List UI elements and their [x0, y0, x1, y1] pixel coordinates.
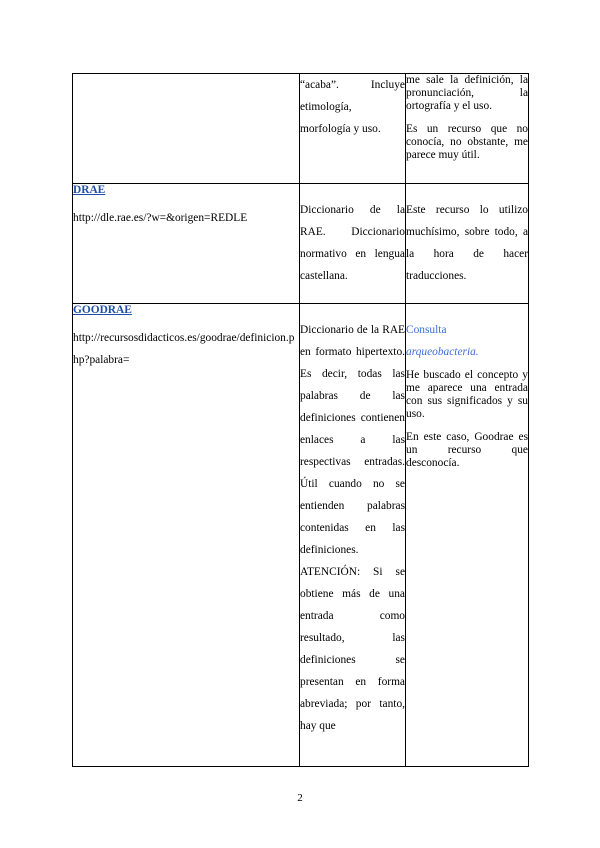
opinion-cell	[406, 184, 529, 304]
description-text: Diccionario de la RAE en formato hipertexto. Es decir, todas las palabras de las definiciones contienen enlaces a las respectivas entradas. Útil cuando no se entienden palabras contenidas en las definiciones. ATENCIÓN: Si se obtiene más de una entrada como resultado, las definiciones se presentan en forma abreviada; por tanto, hay que	[300, 324, 405, 732]
opinion-paragraph: En este caso, Goodrae es un recurso que desconocía.	[406, 431, 528, 469]
consulta-word: arqueobacteria.	[406, 346, 479, 358]
description-cell	[300, 74, 406, 184]
description-cell	[300, 184, 406, 304]
opinion-paragraph: me sale la definición, la pronunciación, la ortografía y el uso.	[406, 74, 528, 112]
description-cell	[300, 304, 406, 767]
resource-url: http://dle.rae.es/?w=&origen=REDLE	[73, 212, 248, 224]
resource-cell	[73, 184, 300, 304]
resource-url: http://recursosdidacticos.es/goodrae/definicion.php?palabra=	[73, 332, 295, 366]
opinion-cell	[406, 304, 529, 767]
consulta-label: Consulta	[406, 324, 447, 336]
resource-link-goodrae[interactable]: GOODRAE	[73, 304, 132, 316]
opinion-text	[406, 74, 528, 162]
table-row	[73, 304, 529, 767]
opinion-text: Este recurso lo utilizo muchísimo, sobre todo, a la hora de hacer traducciones.	[406, 204, 528, 282]
resource-cell	[73, 74, 300, 184]
resource-link-drae[interactable]: DRAE	[73, 184, 106, 196]
page-number: 2	[297, 792, 303, 804]
opinion-paragraph: Es un recurso que no conocía, no obstante, me parece muy útil.	[406, 123, 528, 161]
table-row	[73, 74, 529, 184]
resources-table	[72, 73, 529, 767]
opinion-cell	[406, 74, 529, 184]
description-text: “acaba”. Incluye etimología, morfología y uso.	[300, 79, 405, 135]
description-text: Diccionario de la RAE. Diccionario normativo en lengua castellana.	[300, 204, 405, 282]
resource-cell	[73, 304, 300, 767]
table-row	[73, 184, 529, 304]
opinion-text	[406, 369, 528, 470]
opinion-paragraph: He buscado el concepto y me aparece una entrada con sus significados y su uso.	[406, 369, 528, 420]
